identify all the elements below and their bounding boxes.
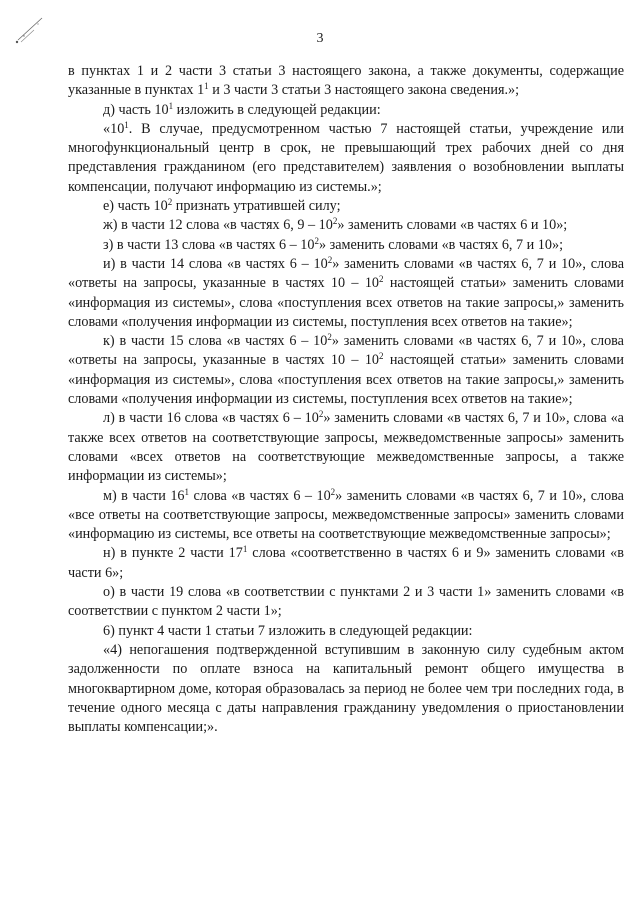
paragraph: е) часть $10^2$ признать утратившей силу;	[103, 197, 341, 215]
paragraph: «4) непогашения подтвержденной вступившим в законную силу судебным актом задолженности по оплате взноса на капитальный ремонт общего имущества в многоквартирном доме, которая образовалась за период не более чем три последних года, в течение одного месяца с даты направления гражданину уведомления о приостановлении выплаты компенсации;».	[68, 641, 624, 736]
page-number: 3	[316, 31, 324, 46]
paragraph: м) в части $16^1$ слова «в частях $6 - 10^2$» заменить словами «в частях 6, 7 и 10», слова «все ответы на соответствующие запросы, межведомственные запросы» заменить словами «информацию из системы, все ответы на соответствующие межведомственные запросы»;	[68, 486, 624, 543]
paragraph: к) в части 15 слова «в частях $6 - 10^2$» заменить словами «в частях 6, 7 и 10», слова «ответы на запросы, указанные в частях $10 - 10^2$ настоящей статьи» заменить словами «информация из системы», слова «поступления всех ответов на такие запросы,» заменить словами «получения информации из системы, поступления всех ответов на такие»;	[68, 332, 624, 408]
paragraph: н) в пункте 2 части $17^1$ слова «соответственно в частях 6 и 9» заменить словами «в части 6»;	[68, 544, 624, 581]
paragraph: «$10^1$. В случае, предусмотренном частью 7 настоящей статьи, учреждение или многофункциональный центр в срок, не превышающий трех рабочих дней со дня представления гражданином (его представителем) заявления о возобновлении выплаты компенсации, получают информацию из системы.»;	[68, 119, 624, 195]
paragraph: з) в части 13 слова «в частях $6 - 10^2$» заменить словами «в частях 6, 7 и 10»;	[103, 235, 564, 253]
paragraph: д) часть $10^1$ изложить в следующей редакции:	[103, 100, 381, 118]
document-body	[68, 62, 624, 737]
paragraph: 6) пункт 4 части 1 статьи 7 изложить в следующей редакции:	[103, 622, 473, 639]
paragraph: ж) в части 12 слова «в частях 6, $9 - 10^2$» заменить словами «в частях 6 и 10»;	[103, 216, 568, 234]
paragraph: л) в части 16 слова «в частях $6 - 10^2$» заменить словами «в частях 6, 7 и 10», слова «а также всех ответов на соответствующие запросы, межведомственные запросы» заменить словами «всех ответов на соответствующие межведомственные запросы, а также информации из системы»;	[68, 409, 624, 485]
paragraph: о) в части 19 слова «в соответствии с пунктами 2 и 3 части 1» заменить словами «в соответствии с пунктом 2 части 1»;	[68, 584, 624, 620]
paragraph: и) в части 14 слова «в частях $6 - 10^2$» заменить словами «в частях 6, 7 и 10», слова «ответы на запросы, указанные в частях $10 - 10^2$ настоящей статьи» заменить словами «информация из системы», слова «поступления всех ответов на такие запросы,» заменить словами «получения информации из системы, поступления всех ответов на такие»;	[68, 254, 624, 330]
paragraph: в пунктах 1 и 2 части 3 статьи 3 настоящего закона, а также документы, содержащие указанные в пунктах $1^1$ и 3 части 3 статьи 3 настоящего закона сведения.»;	[68, 63, 624, 99]
